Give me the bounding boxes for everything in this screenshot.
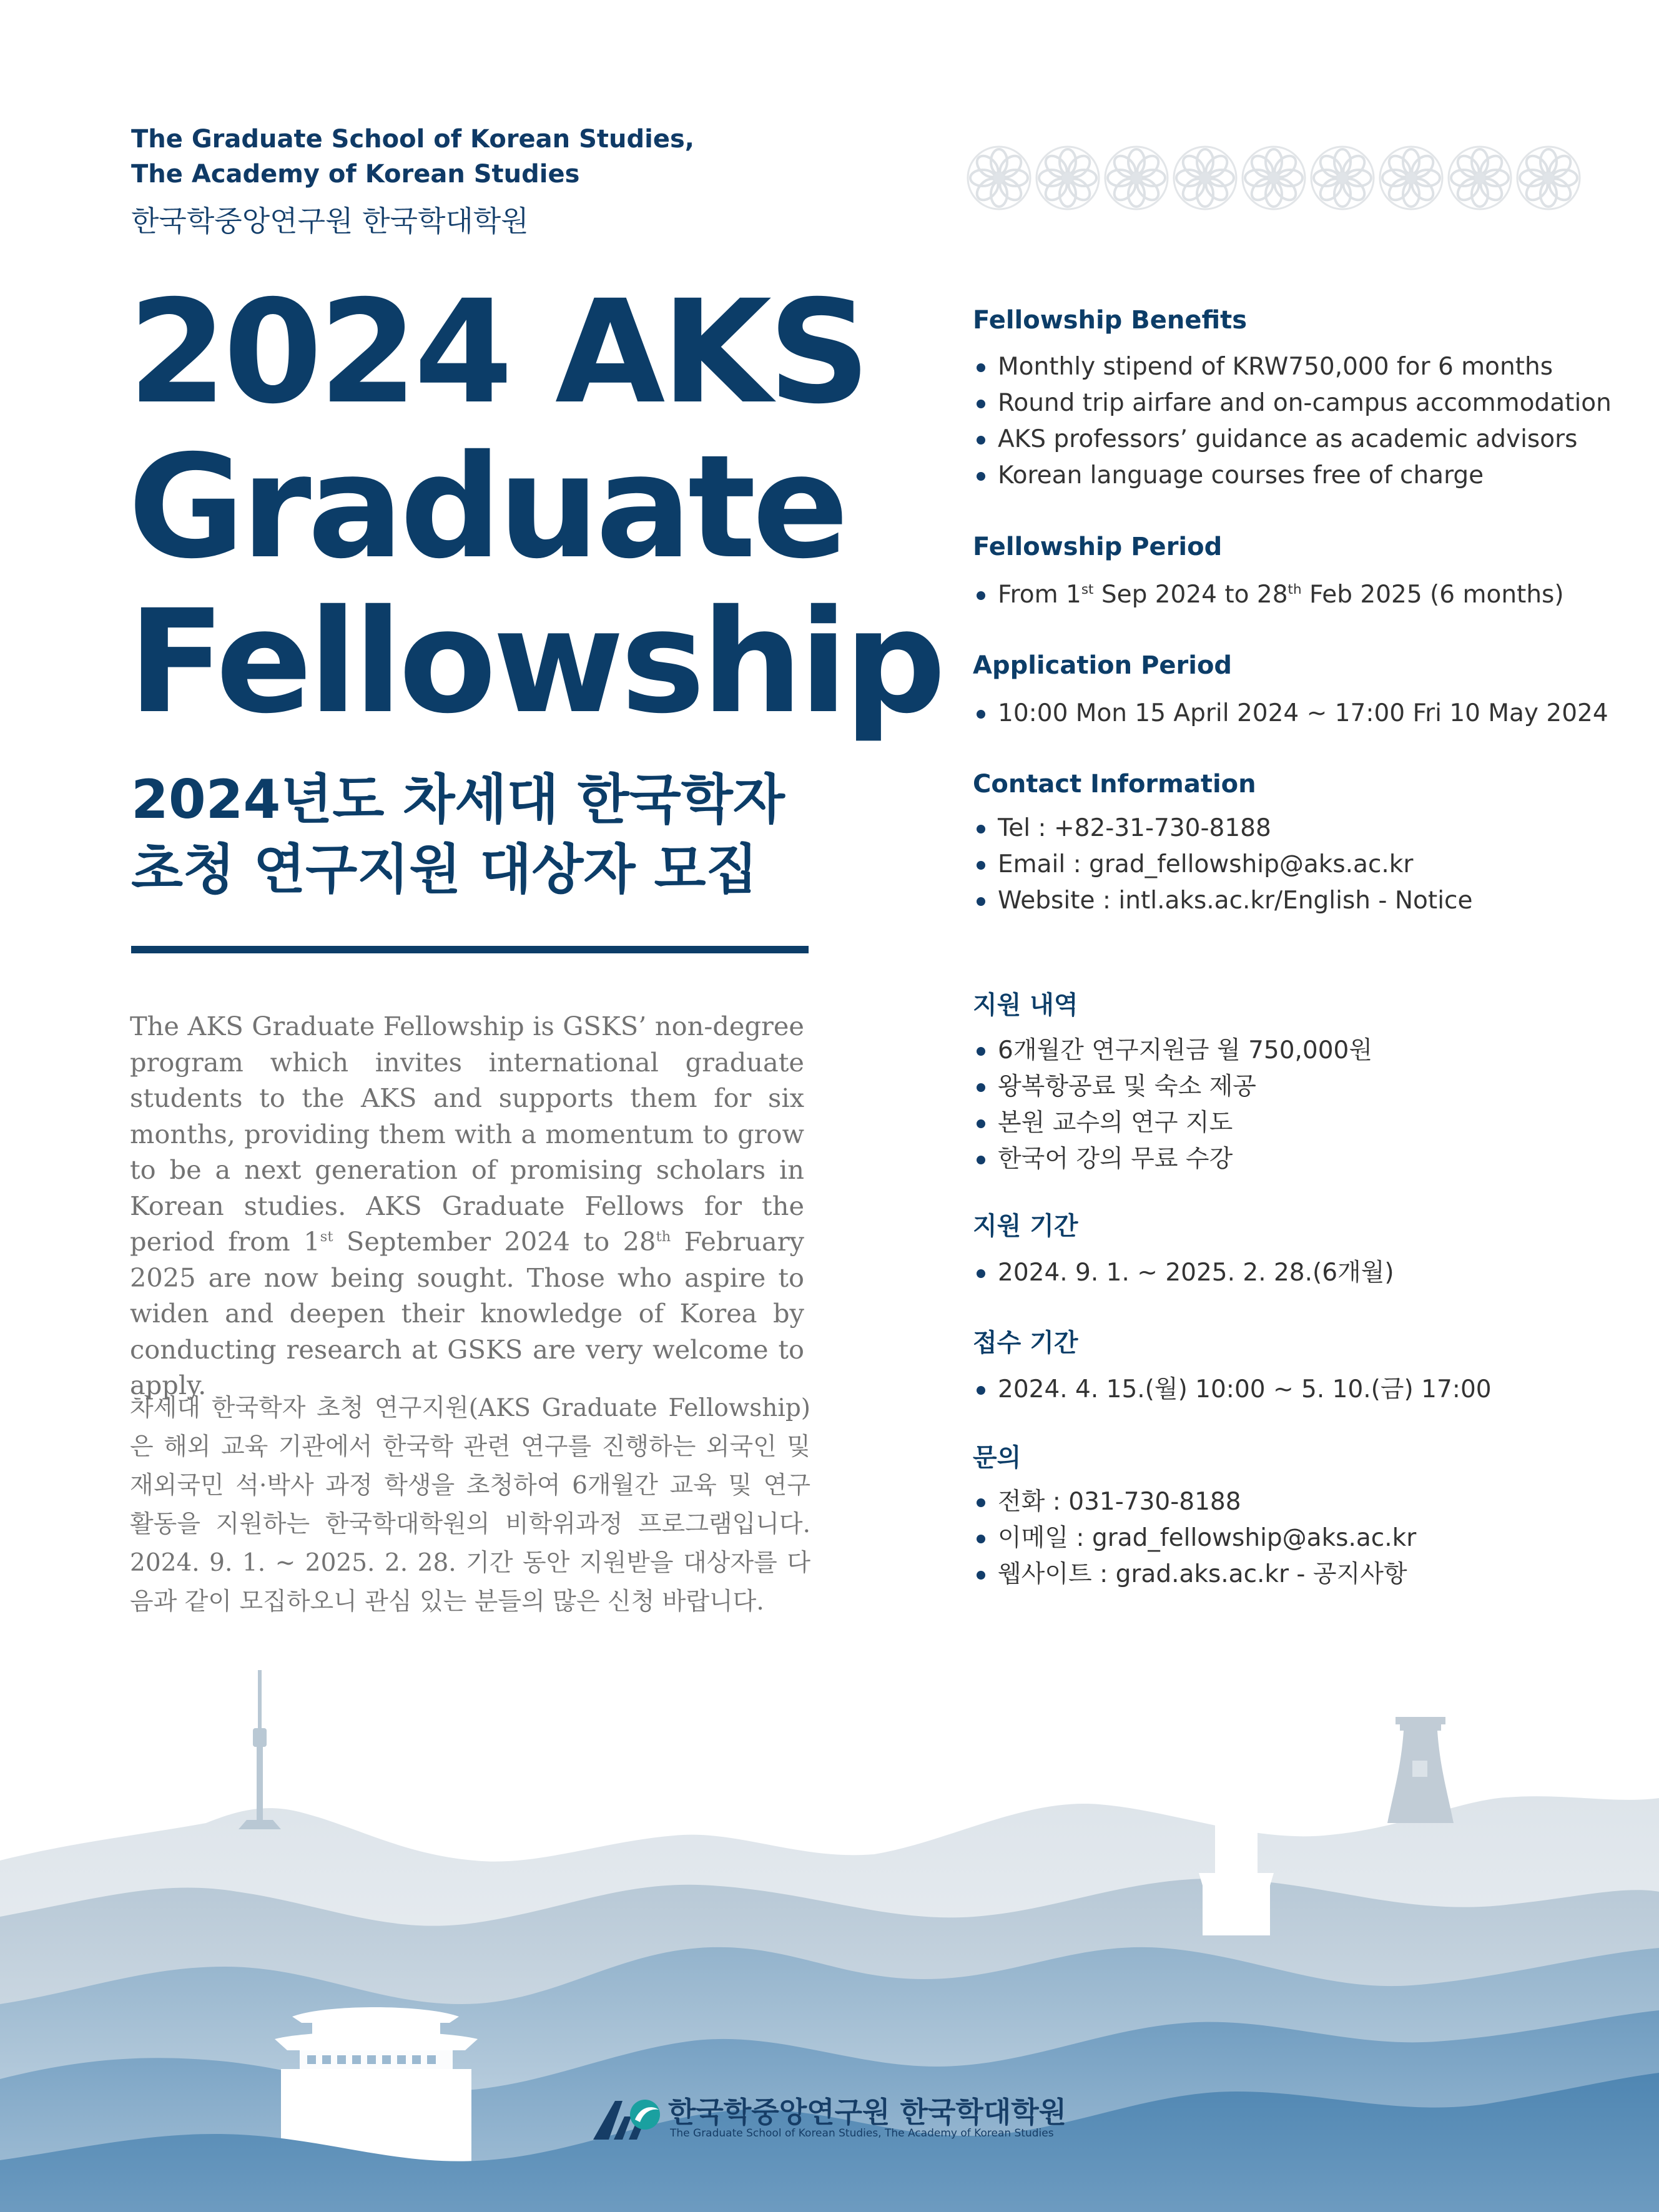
org-name-en-line2: The Academy of Korean Studies	[131, 160, 580, 189]
org-name-en-line1: The Graduate School of Korean Studies,	[131, 125, 694, 154]
email-item: Email : grad_fellowship@aks.ac.kr	[973, 847, 1622, 883]
period-text-2: Sep 2024 to 28	[1093, 581, 1288, 609]
list-item: 한국어 강의 무료 수강	[973, 1141, 1622, 1177]
ko-application-list	[973, 1372, 1622, 1408]
aks-logo	[590, 2088, 1090, 2157]
ko-period-list	[973, 1255, 1622, 1291]
ko-contact-list	[973, 1484, 1622, 1593]
seoul-tower-icon	[239, 1670, 281, 1829]
list-item	[973, 577, 1622, 613]
list-item: 왕복항공료 및 숙소 제공	[973, 1069, 1622, 1105]
tel-item: Tel : +82-31-730-8188	[973, 810, 1622, 847]
section-title: 지원 기간	[973, 1212, 1078, 1241]
section-title: 접수 기간	[973, 1329, 1078, 1357]
application-list	[973, 696, 1622, 732]
logo-text-ko: 한국학중앙연구원 한국학대학원	[668, 2095, 1067, 2129]
flower-pattern-icon	[965, 144, 1583, 212]
period-text-1: From 1	[998, 581, 1081, 609]
website-item: 웹사이트 : grad.aks.ac.kr - 공지사항	[973, 1556, 1622, 1593]
tel-item: 전화 : 031-730-8188	[973, 1484, 1622, 1520]
list-item: 본원 교수의 연구 지도	[973, 1105, 1622, 1141]
title-ko	[131, 765, 785, 905]
list-item: 6개월간 연구지원금 월 750,000원	[973, 1033, 1622, 1069]
ko-benefits-section	[973, 988, 1622, 1177]
intro-en-sup-1: st	[320, 1229, 333, 1246]
list-item: AKS professors’ guidance as academic advisors	[973, 421, 1622, 458]
pagoda-icon	[1199, 1654, 1274, 1935]
benefit-list	[973, 349, 1622, 494]
intro-en-part-2: September 2024 to 28	[333, 1226, 656, 1257]
period-sup-1: st	[1081, 582, 1094, 597]
website-item: Website : intl.aks.ac.kr/English - Notice	[973, 883, 1622, 919]
list-item: 2024. 4. 15.(월) 10:00 ~ 5. 10.(금) 17:00	[973, 1372, 1622, 1408]
ko-period-section	[973, 1209, 1622, 1291]
list-item: Korean language courses free of charge	[973, 458, 1622, 494]
list-item: Round trip airfare and on-campus accommodation	[973, 385, 1622, 421]
title-ko-line-1: 2024년도 차세대 한국학자	[131, 769, 785, 831]
list-item: Monthly stipend of KRW750,000 for 6 months	[973, 349, 1622, 385]
main-title	[128, 269, 943, 745]
fellowship-period-section	[973, 529, 1622, 613]
aks-logo-icon	[590, 2095, 662, 2145]
section-title: Contact Information	[973, 770, 1256, 799]
application-period-section	[973, 648, 1622, 732]
fellowship-benefits-section	[973, 303, 1622, 494]
title-line-1: 2024 AKS	[128, 269, 867, 435]
intro-en-part-3: February 2025 are now being sought. Those who aspire to widen and deepen their knowledge of Korea by conducting research at GSKS are very welcome to apply.	[130, 1226, 804, 1400]
email-item: 이메일 : grad_fellowship@aks.ac.kr	[973, 1520, 1622, 1556]
ko-benefit-list	[973, 1033, 1622, 1177]
intro-en-part-1: The AKS Graduate Fellowship is GSKS’ non-degree program which invites international graduate students to the AKS and supports them for six months, providing them with a momentum to grow to be a next generation of promising scholars in Korean studies. AKS Graduate Fellows for the period from 1	[130, 1011, 804, 1257]
intro-en-paragraph	[130, 1008, 804, 1403]
logo-text-en: The Graduate School of Korean Studies, The Academy of Korean Studies	[670, 2127, 1054, 2140]
section-title: Fellowship Period	[973, 533, 1223, 561]
period-sup-2: th	[1287, 582, 1302, 597]
org-name-en	[131, 122, 694, 192]
title-ko-line-2: 초청 연구지원 대상자 모집	[131, 838, 758, 901]
list-item: 10:00 Mon 15 April 2024 ~ 17:00 Fri 10 May 2024	[973, 696, 1622, 732]
section-title: 지원 내역	[973, 991, 1078, 1020]
contact-section	[973, 767, 1622, 919]
info-column	[973, 303, 1622, 1593]
title-line-2: Graduate	[128, 424, 845, 590]
period-text-3: Feb 2025 (6 months)	[1301, 581, 1564, 609]
section-title: 문의	[973, 1443, 1021, 1472]
title-divider	[131, 946, 809, 953]
period-list	[973, 577, 1622, 613]
section-title: Application Period	[973, 651, 1233, 680]
title-line-3: Fellowship	[128, 579, 943, 745]
org-name-ko: 한국학중앙연구원 한국학대학원	[131, 204, 529, 238]
intro-en-sup-2: th	[656, 1229, 671, 1246]
contact-list	[973, 810, 1622, 919]
observatory-icon	[1387, 1717, 1454, 1823]
intro-ko-paragraph: 차세대 한국학자 초청 연구지원(AKS Graduate Fellowship)은 해외 교육 기관에서 한국학 관련 연구를 진행하는 외국인 및 재외국민 석·박사 과정 학생을 초청하여 6개월간 교육 및 연구 활동을 지원하는 한국학대학원의 비학위과정 프로그램입니다. 2024. 9. 1. ~ 2025. 2. 28. 기간 동안 지원받을 대상자를 다음과 같이 모집하오니 관심 있는 분들의 많은 신청 바랍니다.	[130, 1394, 810, 1616]
ko-application-section	[973, 1325, 1622, 1408]
section-title: Fellowship Benefits	[973, 306, 1248, 335]
list-item: 2024. 9. 1. ~ 2025. 2. 28.(6개월)	[973, 1255, 1622, 1291]
ko-contact-section	[973, 1440, 1622, 1593]
